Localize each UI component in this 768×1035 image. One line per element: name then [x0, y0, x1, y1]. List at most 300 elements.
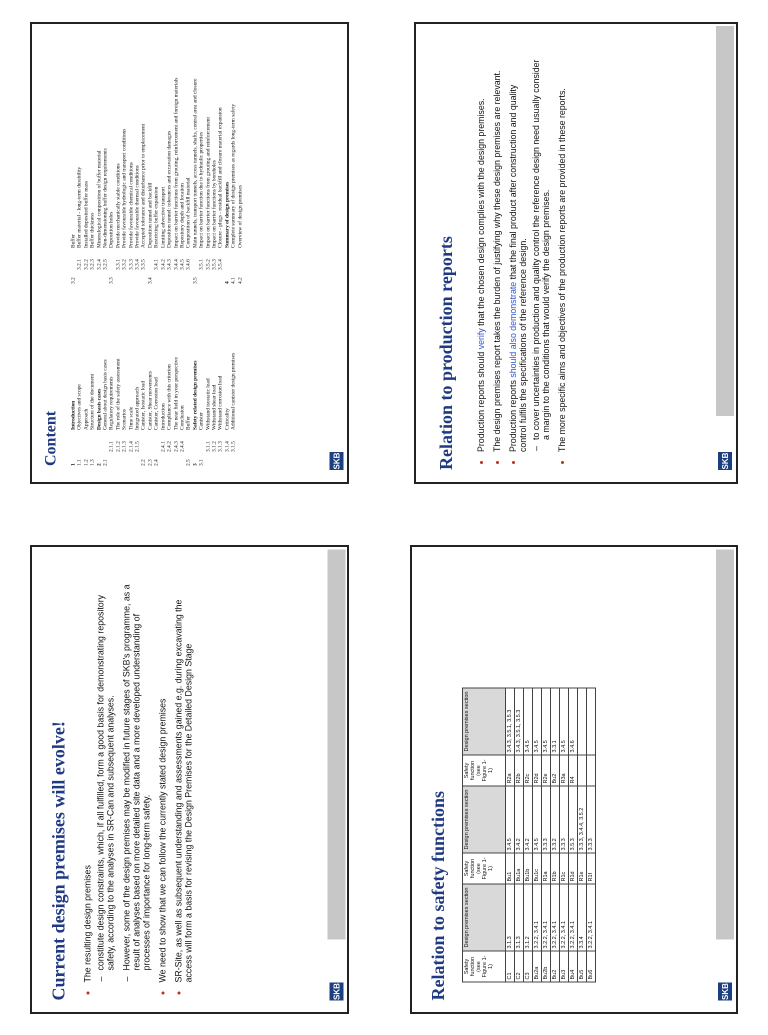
slide-current-design-premises — [30, 545, 349, 1014]
toc-number — [102, 270, 108, 284]
toc-heading: Withstand corrosion load — [217, 375, 224, 430]
toc-entry — [121, 266, 127, 466]
toc-heading: Mineralogical composition of buffer material — [95, 150, 102, 248]
toc-heading: Canister, Corrosion load — [153, 377, 160, 430]
toc-heading: Provide favourable thermal conditions — [134, 165, 141, 248]
toc-heading: The near field in your perspective — [172, 357, 179, 430]
toc-entry — [217, 34, 223, 284]
toc-heading: Buffer — [70, 234, 76, 248]
table-cell: 3.4.5 — [542, 688, 551, 755]
table-row — [587, 688, 596, 982]
toc-number — [185, 270, 191, 284]
table-cell: 3.2.2, 3.4.1 — [587, 884, 596, 951]
footer-bar — [716, 549, 734, 939]
table-row — [515, 688, 524, 982]
slide-title: Current design premises will evolve! — [48, 720, 68, 1000]
toc-subnumber: 3.3.5 — [140, 259, 147, 270]
toc-number — [160, 270, 166, 284]
toc-subnumber: 3.5.1 — [198, 259, 205, 270]
toc-entry — [70, 266, 76, 466]
toc-number — [173, 270, 179, 284]
toc-heading: Canister, Shear movements — [146, 371, 153, 430]
toc-subnumber — [153, 430, 159, 452]
toc-heading: Provide favourable chemical conditions — [127, 162, 134, 248]
toc-entry — [205, 34, 211, 284]
toc-heading: Deposition holes — [108, 211, 115, 248]
table-cell: 3.4.3, 3.5.1, 3.5.3 — [506, 688, 515, 755]
slide-title: Relation to safety functions — [428, 790, 448, 1000]
toc-entry — [128, 266, 134, 466]
table-row — [506, 688, 515, 982]
toc-entry — [237, 34, 243, 284]
table-cell: 3.2.2, 3.4.1 — [569, 884, 578, 951]
toc-number — [179, 270, 185, 284]
toc-heading: Restricting buffer expansion — [153, 186, 160, 248]
toc-number — [198, 270, 204, 284]
toc-heading: Impact on barrier functions from grouting and reinforcement — [204, 117, 211, 248]
toc-subnumber: 2.1.4 — [127, 441, 134, 452]
toc-entry — [121, 34, 127, 284]
table-cell: R1c — [560, 853, 569, 884]
table-cell: R1d — [569, 853, 578, 884]
table-cell: R2b — [515, 755, 524, 786]
toc-number — [205, 452, 211, 466]
toc-subnumber: 2.1.3 — [121, 441, 128, 452]
bullet: • Production reports should also demonstrate that the final product after construction and quality control fulfils the specifications of the reference design. – to cover uncertainties in production and quality control the reference design need usually consider a margin to the conditions that would verify the design premises. — [508, 56, 551, 452]
toc-column-2 — [70, 34, 243, 284]
toc-number — [128, 270, 134, 284]
toc-number — [121, 452, 127, 466]
toc-heading: Deposition tunnel: tolerances and excavation damages — [166, 130, 173, 248]
toc-subnumber: 3.4.1 — [153, 259, 160, 270]
toc-heading: Withstand shear load — [210, 384, 217, 430]
table-cell: R2d — [533, 755, 542, 786]
toc-number: 3.2 — [70, 277, 76, 284]
toc-subnumber: 3.5.4 — [217, 259, 224, 270]
toc-subnumber — [185, 430, 191, 452]
toc-number — [179, 452, 185, 466]
bullet: • Production reports should verify that the chosen design complies with the design premises. — [476, 56, 486, 452]
toc-subnumber — [70, 430, 76, 452]
toc-number — [115, 270, 121, 284]
table-cell: 3.3.3 — [560, 786, 569, 853]
toc-number — [166, 452, 172, 466]
table-row — [560, 688, 569, 982]
table-header-row — [463, 688, 506, 982]
toc-heading: Buffer — [185, 416, 192, 430]
table-cell: Bu2a — [533, 951, 542, 982]
toc-subnumber — [147, 248, 153, 270]
sub-bullet: – However, some of the design premises may be modified in future stages of SKB's programme, as a result of analyses based on more detailed site data and a more developed understanding of processes of importance for long-term safety. — [121, 576, 151, 970]
toc-heading: Summary of design premises — [223, 181, 230, 248]
toc-heading: Complete summary of design premises as regards long-term safety — [230, 103, 237, 248]
toc-heading: Conclusion — [178, 405, 185, 430]
table-cell: 3.4.5 — [533, 786, 542, 853]
toc-entry — [96, 34, 102, 284]
toc-number — [230, 452, 236, 466]
toc-number — [211, 452, 217, 466]
toc-subnumber: 3.3.2 — [121, 259, 128, 270]
table-cell: R3a — [560, 755, 569, 786]
table-header-cell: Safety function (see Figure 1-1) — [463, 755, 506, 786]
table-cell: 3.4.6 — [569, 688, 578, 755]
toc-number: 2.2 — [140, 459, 147, 466]
toc-number — [83, 270, 89, 284]
toc-entry — [192, 34, 198, 284]
toc-entry — [134, 266, 140, 466]
toc-number: 2 — [95, 463, 102, 466]
table-cell: R1b — [551, 853, 560, 884]
toc-entry — [230, 266, 236, 466]
toc-number — [217, 270, 223, 284]
toc-entry — [83, 266, 89, 466]
toc-heading: Criticality — [223, 408, 230, 430]
table-header-cell: Design premises section — [463, 884, 506, 951]
toc-entry — [179, 266, 185, 466]
table-cell: 3.3.3 — [542, 786, 551, 853]
toc-number — [217, 452, 223, 466]
slide-content — [30, 22, 349, 484]
toc-entry — [108, 266, 114, 466]
table-cell: R4 — [569, 755, 578, 786]
toc-entry — [224, 266, 230, 466]
table-cell: Bu1c — [533, 853, 542, 884]
slide-bullets — [476, 56, 573, 466]
toc-heading: Scenarios — [121, 409, 128, 430]
toc-heading: Approach — [82, 408, 89, 430]
toc-number — [76, 270, 82, 284]
table-cell: R1e — [578, 853, 587, 884]
toc-heading: Canister — [198, 412, 205, 430]
toc-entry — [140, 266, 146, 466]
table-header-cell: Design premises section — [463, 688, 506, 755]
toc-entry — [102, 266, 108, 466]
toc-heading: Installed deposited buffer mass — [82, 180, 89, 248]
skb-logo: SKB — [718, 982, 732, 1000]
toc-subnumber — [147, 430, 153, 452]
table-row — [578, 688, 587, 982]
bullet: • SR-Site, as well as subsequent understanding and assessments gained e.g. during excavating the access will form a basis for revising the Design Premises for the Detailed Design Stage — [173, 576, 193, 982]
table-cell: 3.3.2 — [551, 786, 560, 853]
table-cell: 3.4.5 — [506, 786, 515, 853]
toc-subnumber — [192, 430, 198, 452]
toc-subnumber: 2.4.2 — [166, 441, 173, 452]
toc-subnumber — [76, 430, 82, 452]
toc-subnumber: 2.1.1 — [108, 441, 115, 452]
table-cell: 3.1.2 — [524, 884, 533, 951]
toc-number — [115, 452, 121, 466]
toc-entry — [147, 34, 153, 284]
table-row — [524, 688, 533, 982]
toc-subnumber: 2.4.4 — [178, 441, 185, 452]
table-cell: 3.4.5 — [524, 688, 533, 755]
bullet: • The more specific aims and objectives of the production reports are provided in these reports. — [557, 56, 567, 452]
toc-heading: Repository depth and location — [178, 183, 185, 248]
toc-heading: Introduction — [70, 400, 76, 430]
toc-heading: Main tunnels, transport tunnels, access tunnels, shafts, central area and closure — [191, 78, 198, 248]
toc-entry — [153, 34, 159, 284]
table-cell: R1f — [587, 853, 596, 884]
toc-number — [134, 452, 140, 466]
table-cell: 3.1.3 — [515, 884, 524, 951]
toc-entry — [211, 34, 217, 284]
bullet: • The design premises report takes the burden of justifying why these design premises are relevant. — [492, 56, 502, 452]
toc-subnumber — [96, 430, 102, 452]
table-cell: 3.4.5 — [560, 688, 569, 755]
toc-entry — [147, 266, 153, 466]
toc-heading: Withstand isostatic load — [204, 378, 211, 430]
toc-subnumber: 3.5.3 — [210, 259, 217, 270]
toc-subnumber: 3.3.4 — [134, 259, 141, 270]
sub-bullet: – constitute design constraints, which, if all fulfilled, form a good basis for demonstrating repository safety, according to the analyses in SR-Can and subsequent analyses. — [95, 576, 115, 970]
toc-subnumber: 3.1.3 — [217, 441, 224, 452]
table-cell: R1a — [542, 853, 551, 884]
toc-number: 3.4 — [146, 277, 153, 284]
slide-title: Content — [42, 410, 59, 466]
toc-subnumber: 3.4.2 — [159, 259, 166, 270]
table-cell: C2 — [515, 951, 524, 982]
toc-heading: Regulatory requirements — [108, 376, 115, 430]
slide-safety-functions — [410, 545, 738, 1014]
toc-entry — [128, 34, 134, 284]
toc-entry — [192, 266, 198, 466]
toc-entry — [134, 34, 140, 284]
toc-entry — [140, 34, 146, 284]
table-cell: 3.3.3, 3.4.4, 3.5.2 — [578, 786, 587, 853]
table-cell: 3.4.5 — [533, 688, 542, 755]
toc-number: 4.2 — [236, 277, 243, 284]
skb-logo: SKB — [718, 452, 732, 470]
toc-subnumber: 3.2.1 — [76, 259, 83, 270]
toc-entry — [89, 34, 95, 284]
toc-number: 3.5 — [191, 277, 198, 284]
table-cell: Bu5 — [578, 951, 587, 982]
toc-entry — [160, 34, 166, 284]
toc-heading: Canister, Isostatic load — [140, 380, 147, 430]
toc-subnumber: 3.1.4 — [223, 441, 230, 452]
table-row — [569, 688, 578, 982]
toc-heading: The role of the safety assessment — [114, 358, 121, 430]
toc-entry — [205, 266, 211, 466]
toc-heading: Integrated approach — [134, 387, 141, 430]
toc-entry — [166, 34, 172, 284]
toc-subnumber — [224, 248, 230, 270]
toc-subnumber: 3.3.3 — [127, 259, 134, 270]
toc-subnumber — [83, 430, 89, 452]
toc-number: 1 — [70, 463, 76, 466]
toc-subnumber: 2.1.5 — [134, 441, 141, 452]
table-cell: Bu6 — [587, 951, 596, 982]
toc-subnumber: 3.1.2 — [210, 441, 217, 452]
toc-entry — [224, 34, 230, 284]
toc-number — [140, 270, 146, 284]
table-cell: 3.1.3 — [506, 884, 515, 951]
toc-entry — [173, 34, 179, 284]
toc-entry — [179, 34, 185, 284]
toc-entry — [70, 34, 76, 284]
toc-heading: Impact on barrier function due to hydraulic properties — [198, 131, 205, 248]
table-row — [551, 688, 560, 982]
toc-entry — [173, 266, 179, 466]
toc-number — [134, 270, 140, 284]
table-cell: 3.5.3 — [569, 786, 578, 853]
safety-function-table-wrap — [462, 687, 596, 982]
table-cell — [578, 755, 587, 786]
toc-number — [153, 270, 159, 284]
table-cell: 3.4.2 — [515, 786, 524, 853]
toc-number: 3 — [191, 463, 198, 466]
toc-subnumber — [140, 430, 146, 452]
toc-number — [108, 452, 114, 466]
toc-number — [205, 270, 211, 284]
toc-entry — [217, 266, 223, 466]
toc-number: 1.3 — [89, 459, 96, 466]
toc-number: 2.1 — [102, 459, 109, 466]
toc-entry — [76, 266, 82, 466]
toc-subnumber: 3.2.2 — [82, 259, 89, 270]
toc-subnumber — [230, 248, 236, 270]
toc-heading: Compliance with this criterion — [166, 364, 173, 430]
toc-number: 4 — [223, 281, 230, 284]
toc-number — [173, 452, 179, 466]
emphasis-demonstrate: should also demonstrate — [508, 281, 518, 378]
table-cell: R2e — [542, 755, 551, 786]
toc-heading: Provide favourable hydrologic and transport conditions — [121, 128, 128, 248]
toc-number: 2.3 — [146, 459, 153, 466]
toc-entry — [83, 34, 89, 284]
emphasis-verify: verify — [476, 328, 486, 350]
skb-logo: SKB — [329, 452, 343, 470]
toc-number — [121, 270, 127, 284]
bullet: • We need to show that we can follow the currently stated design premises — [157, 576, 167, 982]
toc-column-1 — [70, 266, 237, 466]
toc-subnumber: 3.1.5 — [230, 441, 237, 452]
toc-number: 3.1 — [198, 459, 205, 466]
sub-bullet: – to cover uncertainties in production and quality control the reference design need usually consider a margin to the conditions that would verify the design premises. — [531, 56, 551, 440]
table-cell: C3 — [524, 951, 533, 982]
toc-number — [96, 270, 102, 284]
toc-number: 2.5 — [185, 459, 192, 466]
toc-heading: Impact on barrier functions from grouting, reinforcement and foreign materials — [172, 77, 179, 248]
table-header-cell: Safety function (see Figure 1-1) — [463, 951, 506, 982]
toc-subnumber: 3.2.4 — [95, 259, 102, 270]
table-cell: 3.4.3, 3.5.1, 3.5.3 — [515, 688, 524, 755]
toc-heading: Additional canister design premises — [230, 352, 237, 430]
safety-function-table — [462, 687, 596, 982]
table-cell: R2a — [506, 755, 515, 786]
toc-heading: Objectives and scope — [76, 384, 83, 430]
toc-heading: Provide mechanically stable conditions — [114, 163, 121, 248]
table-cell: 3.3.1 — [551, 688, 560, 755]
toc-entry — [102, 34, 108, 284]
toc-subnumber — [192, 248, 198, 270]
table-cell — [587, 755, 596, 786]
toc-entry — [211, 266, 217, 466]
toc-subnumber: 3.2.3 — [89, 259, 96, 270]
toc-subnumber: 2.1.2 — [114, 441, 121, 452]
toc-number — [166, 270, 172, 284]
table-cell: Bu1 — [506, 853, 515, 884]
toc-number: 2.4 — [153, 459, 160, 466]
table-cell — [578, 688, 587, 755]
toc-subnumber: 2.4.3 — [172, 441, 179, 452]
toc-subnumber — [89, 430, 95, 452]
table-cell: 3.3.4 — [578, 884, 587, 951]
toc-heading: Buffer material - long-term durability — [76, 166, 83, 248]
toc-number — [211, 270, 217, 284]
table-cell: Bu1b — [524, 853, 533, 884]
table-cell: 3.2.2, 3.4.1 — [542, 884, 551, 951]
toc-entry — [185, 266, 191, 466]
toc-number — [128, 452, 134, 466]
toc-entry — [230, 34, 236, 284]
table-cell: R2c — [524, 755, 533, 786]
toc-number — [89, 270, 95, 284]
toc-number: 3.3 — [108, 277, 115, 284]
toc-number — [224, 452, 230, 466]
toc-subnumber: 3.4.6 — [185, 259, 192, 270]
toc-heading: Non-dimensioning buffer design requirements — [102, 148, 109, 248]
toc-heading: Deposition tunnel and backfill — [146, 182, 153, 248]
toc-subnumber — [237, 248, 243, 270]
toc-subnumber: 3.5.2 — [204, 259, 211, 270]
table-cell: Bu4 — [569, 951, 578, 982]
toc-heading: Structure of the document — [89, 373, 96, 430]
toc-subnumber — [198, 430, 204, 452]
toc-heading: General about design basis cases — [102, 359, 109, 430]
toc-number — [160, 452, 166, 466]
table-cell: Bu2 — [551, 951, 560, 982]
table-cell: Bu3 — [560, 951, 569, 982]
toc-heading: Introduction — [159, 403, 166, 430]
table-row — [533, 688, 542, 982]
toc-number: 1.2 — [82, 459, 89, 466]
table-cell: 3.4.2 — [524, 786, 533, 853]
toc-number: 1.1 — [76, 459, 83, 466]
toc-heading: Time scale — [127, 406, 134, 430]
toc-heading: Buffer thickness — [89, 212, 96, 248]
table-cell: C1 — [506, 951, 515, 982]
table-cell: Bu1a — [515, 853, 524, 884]
toc-entry — [166, 266, 172, 466]
toc-subnumber: 2.4.1 — [159, 441, 166, 452]
toc-heading: Safety related design premises — [191, 360, 198, 430]
toc-heading: Accepted tolerance and disturbance prior to emplacement — [140, 123, 147, 248]
toc-subnumber: 3.3.1 — [114, 259, 121, 270]
table-header-cell: Design premises section — [463, 786, 506, 853]
toc-number: 4.1 — [230, 277, 237, 284]
toc-heading: Limiting advective transport — [159, 186, 166, 248]
table-cell: 3.2.2, 3.4.1 — [533, 884, 542, 951]
toc-entry — [115, 34, 121, 284]
toc-entry — [160, 266, 166, 466]
table-cell: Bu2 — [551, 755, 560, 786]
toc-subnumber: 3.4.4 — [172, 259, 179, 270]
footer-bar — [327, 549, 345, 939]
toc-subnumber — [108, 248, 114, 270]
toc-entry — [76, 34, 82, 284]
toc-subnumber: 3.2.5 — [102, 259, 109, 270]
table-cell: Bu2b — [542, 951, 551, 982]
table-row — [542, 688, 551, 982]
toc-entry — [115, 266, 121, 466]
toc-heading: Composition of backfill material — [185, 177, 192, 248]
toc-subnumber: 3.4.3 — [166, 259, 173, 270]
bullet: • The resulting design premises – constitute design constraints, which, if all fulfilled, form a good basis for demonstrating repository safety, according to the analyses in SR-Can and subsequent analyses. – However, some of the design premises may be modified in future stages of SKB's programme, as a result of analyses based on more detailed site data and a more developed understanding of processes of importance for long-term safety. — [82, 576, 151, 982]
toc-heading: Design basis cases — [95, 388, 102, 430]
toc-subnumber — [102, 430, 108, 452]
toc-subnumber — [70, 248, 76, 270]
